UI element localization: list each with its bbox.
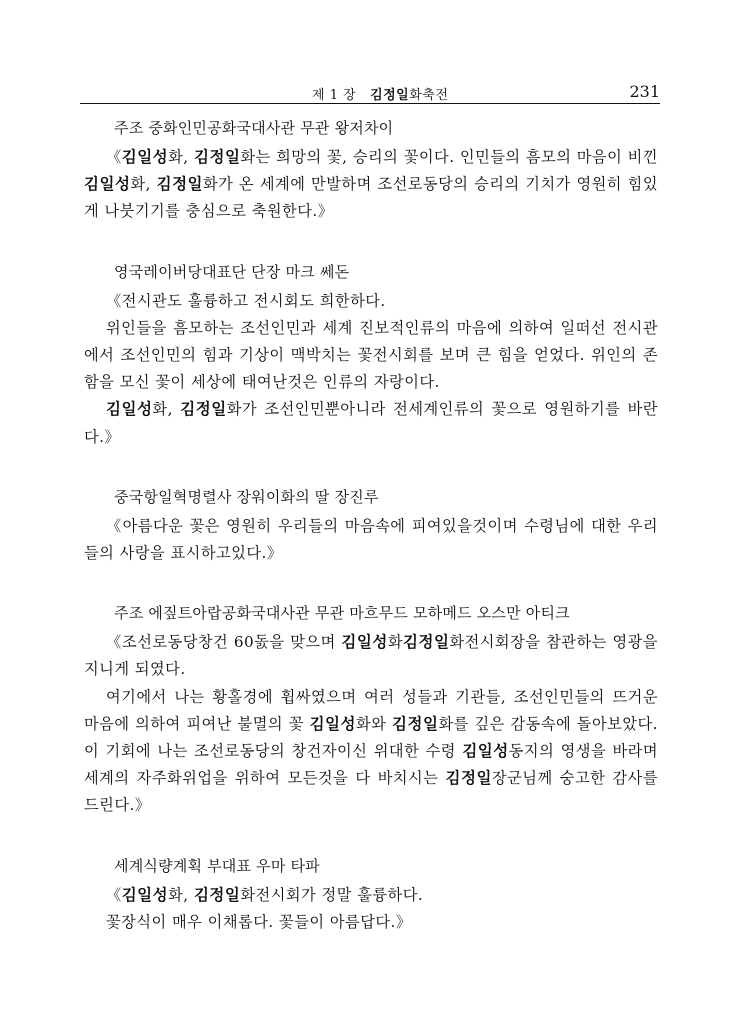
speaker-name: 중국항일혁명렬사 장워이화의 딸 장진루 [114, 487, 379, 506]
message-section [84, 257, 658, 451]
text-run: 위인들을 흠모하는 조선인민과 세계 진보적인류의 마음에 의하여 일떠선 전시관에서 조선인민의 힘과 기상이 맥박치는 꽃전시회를 보며 큰 힘을 얻었다. 위인의 존함을 모신 꽃이 세상에 태여난것은 인류의 자랑이다. [84, 318, 658, 392]
running-title [312, 84, 448, 103]
speaker-name: 영국레이버당대표단 단장 마크 쎄돈 [114, 262, 350, 281]
honored-name: 김정일 [180, 400, 227, 419]
text-run: 《전시관도 훌륭하고 전시회도 희한하다. [106, 291, 386, 310]
honored-name: 김정일 [403, 633, 450, 652]
header-rule [80, 103, 660, 104]
message-paragraph [84, 513, 658, 567]
message-paragraph [84, 629, 658, 683]
header-name: 김정일 [370, 88, 410, 103]
text-run: 화, [168, 885, 194, 904]
page-number: 231 [629, 82, 660, 101]
body-text [84, 113, 658, 967]
honored-name: 김일성 [309, 714, 356, 733]
text-run: 장군님께 숭고한 감사를 드린다.》 [84, 769, 658, 815]
text-run: 화가 온 세계에 만발하며 조선로동당의 승리의 기치가 영원히 힘있게 나붓기기를 충심으로 축원한다.》 [84, 175, 658, 221]
text-run: 《조선로동당창건 60돐을 맞으며 [106, 633, 342, 652]
honored-name: 김일성 [121, 148, 169, 166]
text-run: 화, [130, 175, 157, 194]
honored-name: 김일성 [106, 400, 153, 419]
honored-name: 김정일 [392, 714, 439, 733]
honored-name: 김정일 [193, 885, 241, 904]
speaker-name: 주조 중화인민공화국대사관 무관 왕저차이 [114, 119, 394, 137]
text-run: 《 [106, 885, 122, 904]
message-paragraph [84, 909, 658, 936]
message-section [84, 598, 658, 819]
text-run: 화, [152, 400, 181, 419]
message-paragraph [84, 396, 658, 450]
text-run: 화 [387, 633, 403, 652]
honored-name: 김정일 [194, 148, 241, 166]
chapter-label: 제 1 장 [312, 88, 357, 103]
text-run: 화전시회가 정말 훌륭하다. [240, 885, 424, 904]
text-run: 화와 [356, 714, 393, 733]
text-run: 화를 깊은 감동속에 돌아보았다. 이 기회에 나는 조선로동당의 창건자이신 위대한 수령 [84, 714, 658, 761]
honored-name: 김일성 [84, 175, 131, 194]
text-run: 동지의 영생을 바라며 세계의 자주화위업을 위하여 모든것을 다 바치시는 [84, 742, 658, 788]
message-section [84, 851, 658, 936]
message-paragraph [84, 882, 658, 909]
speaker-name: 주조 에짚트아랍공화국대사관 무관 마흐무드 모하메드 오스만 아티크 [114, 604, 570, 623]
honored-name: 김일성 [121, 885, 169, 904]
text-run: 꽃장식이 매우 이채롭다. 꽃들이 아름답다.》 [106, 912, 412, 931]
text-run: 화는 희망의 꽃, 승리의 꽃이다. 인민들의 흠모의 마음이 비낀 [240, 148, 659, 166]
text-run: 화, [168, 148, 194, 166]
message-section [84, 482, 658, 567]
honored-name: 김정일 [156, 175, 204, 194]
running-header [80, 80, 660, 104]
message-paragraph [84, 684, 658, 820]
text-run: 화전시회장을 참관하는 영광을 지니게 되였다. [84, 633, 658, 679]
text-run: 여기에서 나는 황홀경에 휩싸였으며 여러 성들과 기관들, 조선인민들의 뜨거운 마음에 의하여 피여난 불멸의 꽃 [84, 687, 658, 733]
message-paragraph [84, 288, 658, 315]
text-run: 《아름다운 꽃은 영원히 우리들의 마음속에 피여있을것이며 수령님에 대한 우리들의 사랑을 표시하고있다.》 [84, 516, 658, 563]
speaker-name: 세계식량계획 부대표 우마 타파 [114, 856, 320, 875]
text-run: 화가 조선인민뿐아니라 전세계인류의 꽃으로 영원하기를 바란다.》 [84, 400, 659, 446]
header-title-rest: 화축전 [409, 88, 449, 103]
honored-name: 김일성 [341, 633, 388, 652]
honored-name: 김일성 [462, 742, 509, 761]
text-run: 《 [106, 148, 122, 166]
message-section [84, 113, 658, 226]
message-paragraph [84, 315, 658, 397]
honored-name: 김정일 [445, 769, 492, 788]
message-paragraph [84, 144, 658, 226]
